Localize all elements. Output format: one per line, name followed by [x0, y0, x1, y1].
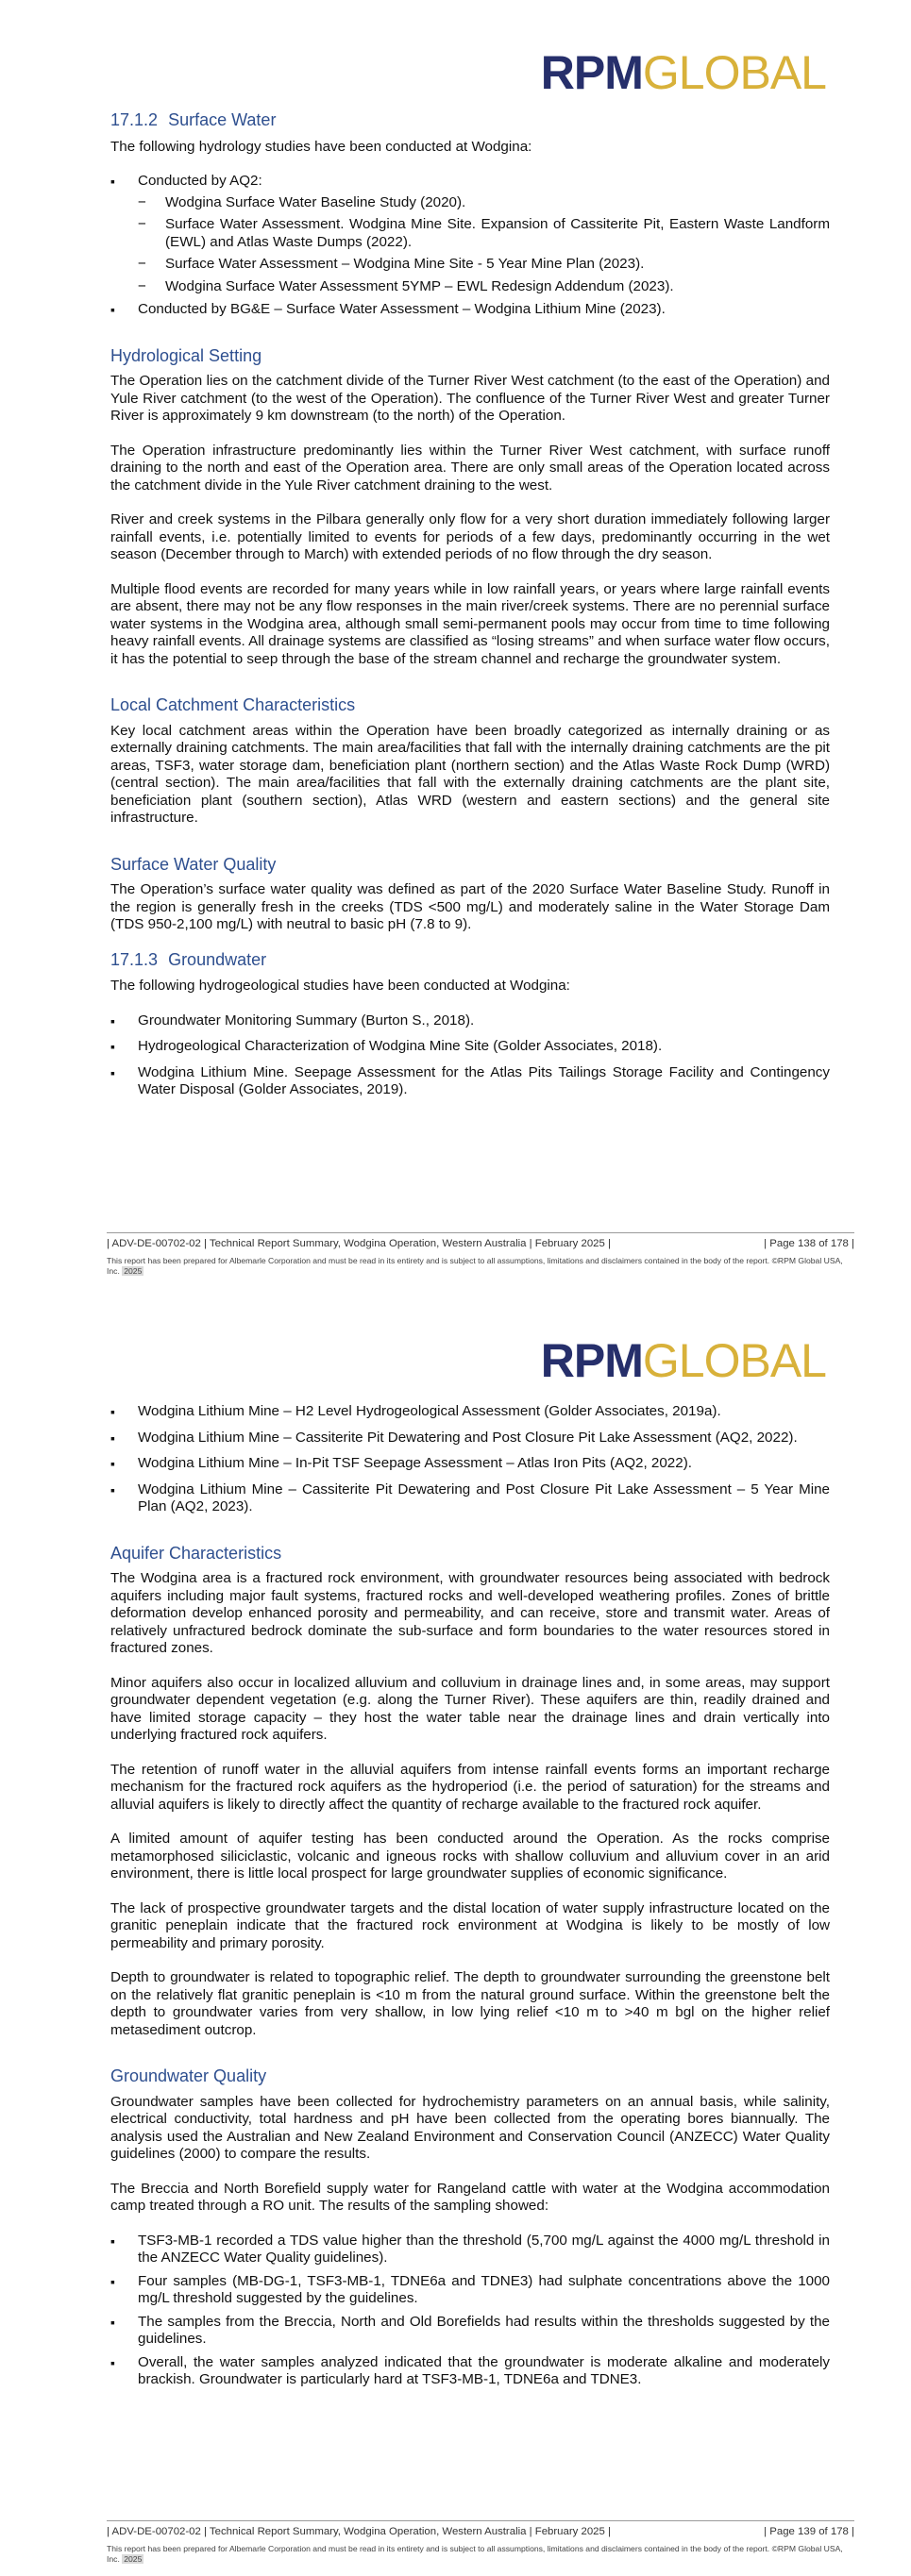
aq2-studies-list [138, 194, 830, 296]
section-title: Groundwater [168, 949, 267, 969]
section-heading-groundwater [110, 951, 830, 969]
footer-disclaimer: This report has been prepared for Albemarle Corporation and must be read in its entirety and is subject to all assumptions, limitations and disclaimers contained in the body of the report. ©RPM Global USA, Inc. 2025 [107, 2544, 843, 2564]
section-number: 17.1.2 [110, 110, 159, 129]
footer-line [107, 2521, 854, 2537]
paragraph: The Breccia and North Borefield supply water for Rangeland cattle with water at the Wodgina accommodation camp treated through a RO unit. The results of the sampling showed: [110, 2180, 830, 2214]
list-item: ▪ The samples from the Breccia, North and Old Borefields had results within the thresholds suggested by the guidelines. [110, 2314, 830, 2349]
paragraph: Key local catchment areas within the Operation have been broadly categorized as internally draining or as externally draining catchments. The main area/facilities that fall with the internally draining catchments are the pit areas, TSF3, water storage dam, beneficiation plant (northern section) and the Atlas Waste Rock Dump (WRD) (central section). The main area/facilities that fall with the externally draining catchments are the plant site, beneficiation plant (southern section), Atlas WRD (western and eastern sections) and the general site infrastructure. [110, 722, 830, 826]
page-138-content [110, 111, 830, 1116]
rpmglobal-logo [540, 1334, 826, 1387]
paragraph: Minor aquifers also occur in localized alluvium and colluvium in drainage lines and, in some areas, may support groundwater dependent vegetation (e.g. along the Turner River). These aquifers are thin, readily drained and have limited storage capacity – they host the water table near the drainage lines and drain vertically into underlying fractured rock aquifers. [110, 1674, 830, 1743]
subheading-groundwater-quality: Groundwater Quality [110, 2066, 267, 2085]
paragraph: The Operation infrastructure predominantly lies within the Turner River West catchment, with surface runoff draining to the north and east of the Operation area. There are only small areas of the Operation located across the catchment divide in the Yule River catchment draining to the west. [110, 442, 830, 493]
logo-rpm-text: RPM [540, 46, 643, 99]
footer-page-number: | Page 138 of 178 | [764, 1238, 854, 1249]
subheading-aquifer-characteristics: Aquifer Characteristics [110, 1543, 282, 1563]
paragraph: The Operation lies on the catchment divide of the Turner River West catchment (to the east of the Operation) and Yule River catchment (to the west of the Operation). The confluence of the Turner River West and greater Turner River is approximately 9 km downstream (to the north) of the Operation. [110, 373, 830, 424]
aq2-label: Conducted by AQ2: [138, 173, 262, 189]
paragraph: Groundwater samples have been collected for hydrochemistry parameters on an annual basis, while salinity, electrical conductivity, total hardness and pH have been collected from the operating bores biannually. The analysis used the Australian and New Zealand Environment and Conservation Council (ANZECC) Water Quality guidelines (2000) to compare the results. [110, 2093, 830, 2162]
paragraph: The retention of runoff water in the alluvial aquifers from intense rainfall events forms an important recharge mechanism for the fractured rock aquifers as the hydroperiod (i.e. the period of saturation) for the streams and alluvial aquifers is likely to directly affect the quantity of recharge available to the fractured rock aquifer. [110, 1761, 830, 1813]
list-item: ▪ Four samples (MB-DG-1, TSF3-MB-1, TDNE6a and TDNE3) had sulphate concentrations above the 1000 mg/L threshold suggested by the guidelines. [110, 2273, 830, 2308]
footer-report-info: | ADV-DE-00702-02 | Technical Report Summary, Wodgina Operation, Western Australia | February 2025 | [107, 2526, 611, 2537]
subheading-local-catchment: Local Catchment Characteristics [110, 695, 356, 714]
section-number: 17.1.3 [110, 949, 159, 969]
paragraph: Multiple flood events are recorded for many years while in low rainfall years, or years where large rainfall events are absent, there may not be any flow responses in the main river/creek systems. There are no perennial surface water systems in the Wodgina area, although small semi-permanent pools may occur from time to time following heavy rainfall events. All drainage systems are classified as “losing streams” and when surface water flow occurs, it has the potential to seep through the base of the stream channel and recharge the groundwater system. [110, 580, 830, 667]
footer-report-info: | ADV-DE-00702-02 | Technical Report Summary, Wodgina Operation, Western Australia | February 2025 | [107, 1238, 611, 1249]
list-item: ▪ Overall, the water samples analyzed indicated that the groundwater is moderate alkaline and moderately brackish. Groundwater is particularly hard at TSF3-MB-1, TDNE6a and TDNE3. [110, 2354, 830, 2389]
paragraph: The Operation’s surface water quality was defined as part of the 2020 Surface Water Baseline Study. Runoff in the region is generally fresh in the creeks (TDS <500 mg/L) and moderately saline in the Water Storage Dam (TDS 950-2,100 mg/L) with neutral to basic pH (7.8 to 9). [110, 881, 830, 932]
list-item: − Wodgina Surface Water Baseline Study (2020). [138, 194, 830, 212]
list-item: − Surface Water Assessment – Wodgina Mine Site - 5 Year Mine Plan (2023). [138, 256, 830, 274]
list-item: ▪ TSF3-MB-1 recorded a TDS value higher than the threshold (5,700 mg/L against the 4000 mg/L threshold in the ANZECC Water Quality guidelines). [110, 2233, 830, 2267]
groundwater-studies-list-continued [110, 1403, 830, 1516]
rpmglobal-logo [540, 46, 826, 99]
footer-year: 2025 [124, 2554, 143, 2564]
hydrology-studies-list [110, 173, 830, 319]
hydrology-intro: The following hydrology studies have been conducted at Wodgina: [110, 138, 532, 155]
paragraph: A limited amount of aquifer testing has been conducted around the Operation. As the rocks comprise metamorphosed siliciclastic, volcanic and igneous rocks with shallow colluvium and alluvium cover in an arid environment, there is little local prospect for large groundwater supplies of economic significance. [110, 1831, 830, 1882]
page-139 [0, 1288, 911, 2576]
list-item: ▪ Wodgina Lithium Mine – Cassiterite Pit Dewatering and Post Closure Pit Lake Assessment (AQ2, 2022). [110, 1430, 830, 1447]
page-footer [107, 1232, 854, 1277]
footer-line [107, 1233, 854, 1249]
page-footer [107, 2520, 854, 2565]
list-item: ▪ Wodgina Lithium Mine – Cassiterite Pit Dewatering and Post Closure Pit Lake Assessment – 5 Year Mine Plan (AQ2, 2023). [110, 1481, 830, 1516]
paragraph: The Wodgina area is a fractured rock environment, with groundwater resources being associated with bedrock aquifers including major fault systems, fractured rocks and well-developed weathering profiles. Zones of brittle deformation develop enhanced porosity and permeability, and can receive, store and transmit water. Areas of relatively unfractured bedrock dominate the sub-surface and form boundaries to the water resources stored in fractured zones. [110, 1570, 830, 1656]
list-item: ▪ Wodgina Lithium Mine. Seepage Assessment for the Atlas Pits Tailings Storage Facility and Contingency Water Disposal (Golder Associates, 2019). [110, 1064, 830, 1099]
list-item: ▪ Hydrogeological Characterization of Wodgina Mine Site (Golder Associates, 2018). [110, 1038, 830, 1056]
section-heading-surface-water [110, 111, 830, 129]
list-item: ▪ Wodgina Lithium Mine – H2 Level Hydrogeological Assessment (Golder Associates, 2019a). [110, 1403, 830, 1421]
page-139-content [110, 1403, 830, 2406]
paragraph: Depth to groundwater is related to topographic relief. The depth to groundwater surrounding the greenstone belt on the relatively flat granitic peneplain is <10 m from the natural ground surface. Within the greenstone belt the depth to groundwater varies from very shallow, in low lying relief <10 m to >40 m bgl on the higher relief metasediment outcrop. [110, 1969, 830, 2038]
section-title: Surface Water [168, 110, 277, 129]
footer-disclaimer: This report has been prepared for Albemarle Corporation and must be read in its entirety and is subject to all assumptions, limitations and disclaimers contained in the body of the report. ©RPM Global USA, Inc. 2025 [107, 1256, 843, 1276]
list-item: − Surface Water Assessment. Wodgina Mine Site. Expansion of Cassiterite Pit, Eastern Waste Landform (EWL) and Atlas Waste Dumps (2022). [138, 216, 830, 251]
sampling-results-list [110, 2233, 830, 2389]
groundwater-intro: The following hydrogeological studies have been conducted at Wodgina: [110, 978, 570, 994]
logo-rpm-text: RPM [540, 1334, 643, 1387]
groundwater-studies-list [110, 1012, 830, 1099]
paragraph: The lack of prospective groundwater targets and the distal location of water supply infrastructure located on the granitic peneplain indicate that the fractured rock environment at Wodgina is likely to be mostly of low permeability and primary porosity. [110, 1899, 830, 1951]
logo-global-text: GLOBAL [642, 1334, 826, 1387]
list-item [110, 173, 830, 295]
list-item: ▪ Conducted by BG&E – Surface Water Assessment – Wodgina Lithium Mine (2023). [110, 301, 830, 319]
paragraph: River and creek systems in the Pilbara generally only flow for a very short duration immediately following larger rainfall events, i.e. potentially limited to events for periods of a few days, predominantly occurring in the wet season (December through to March) with extended periods of no flow through the dry season. [110, 511, 830, 562]
logo-global-text: GLOBAL [642, 46, 826, 99]
subheading-surface-water-quality: Surface Water Quality [110, 854, 277, 874]
subheading-hydrological-setting: Hydrological Setting [110, 345, 262, 365]
list-item: − Wodgina Surface Water Assessment 5YMP – EWL Redesign Addendum (2023). [138, 278, 830, 296]
list-item: ▪ Wodgina Lithium Mine – In-Pit TSF Seepage Assessment – Atlas Iron Pits (AQ2, 2022). [110, 1455, 830, 1473]
footer-year: 2025 [124, 1266, 143, 1276]
list-item: ▪ Groundwater Monitoring Summary (Burton S., 2018). [110, 1012, 830, 1030]
footer-page-number: | Page 139 of 178 | [764, 2526, 854, 2537]
